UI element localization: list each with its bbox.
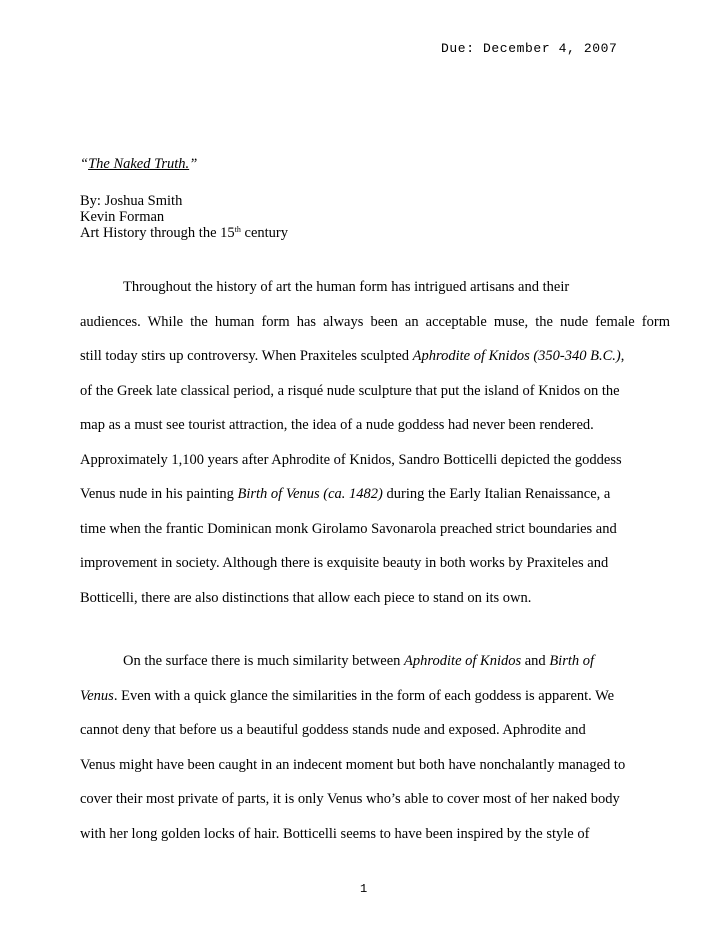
p1-line-9: improvement in society. Although there is exquisite beauty in both works by Praxiteles and xyxy=(80,555,609,571)
p1-line-7-text: Venus nude in his painting xyxy=(80,486,238,502)
p2-line-1 xyxy=(80,644,670,679)
paragraph-1 xyxy=(80,270,670,615)
artwork-title-birth-of: Birth of xyxy=(549,653,595,669)
author-line: By: Joshua Smith xyxy=(80,193,183,209)
p1-line-2: audiences. While the human form has always been an acceptable muse, the nude female form xyxy=(80,313,670,330)
p1-line-1: Throughout the history of art the human form has intrigued artisans and their xyxy=(123,279,570,295)
p2-line-5: cover their most private of parts, it is only Venus who’s able to cover most of her naked body xyxy=(80,791,620,807)
paragraph-2 xyxy=(80,644,670,851)
p1-line-7 xyxy=(80,477,670,512)
byline xyxy=(80,193,288,241)
p1-line-4: of the Greek late classical period, a risqué nude sculpture that put the island of Knidos on the xyxy=(80,382,620,399)
title-text: The Naked Truth. xyxy=(88,156,190,172)
p2-line-3: cannot deny that before us a beautiful goddess stands nude and exposed. Aphrodite and xyxy=(80,722,586,738)
p1-line-3-text: still today stirs up controversy. When Praxiteles sculpted xyxy=(80,348,413,364)
essay-title xyxy=(80,156,197,173)
due-date: Due: December 4, 2007 xyxy=(441,41,618,56)
p1-line-5: map as a must see tourist attraction, the idea of a nude goddess had never been rendered. xyxy=(80,417,594,433)
page-number: 1 xyxy=(360,882,368,896)
p1-line-7-end: during the Early Italian Renaissance, a xyxy=(382,486,611,502)
p2-line-1-and: and xyxy=(521,653,550,669)
course-line xyxy=(80,225,288,241)
p1-line-3-end: , xyxy=(620,348,625,364)
p2-line-2-text: . Even with a quick glance the similarities in the form of each goddess is apparent. We xyxy=(113,687,615,704)
course-suffix: century xyxy=(240,225,288,241)
p1-line-3 xyxy=(80,339,670,374)
artwork-title-venus: Venus xyxy=(80,687,114,704)
artwork-title-venus: Birth of Venus (ca. 1482) xyxy=(237,486,383,502)
title-close-quote: ” xyxy=(189,156,198,172)
instructor-line: Kevin Forman xyxy=(80,209,165,225)
title-open-quote: “ xyxy=(80,156,89,172)
p2-line-6: with her long golden locks of hair. Botticelli seems to have been inspired by the style of xyxy=(80,825,590,842)
course-superscript: th xyxy=(234,225,241,234)
p2-line-2 xyxy=(80,679,670,714)
p2-line-1-text: On the surface there is much similarity between xyxy=(123,653,405,669)
p1-line-10: Botticelli, there are also distinctions that allow each piece to stand on its own. xyxy=(80,589,532,606)
p1-line-8: time when the frantic Dominican monk Girolamo Savonarola preached strict boundaries and xyxy=(80,520,617,537)
artwork-title-aphrodite: Aphrodite of Knidos (350-340 B.C.) xyxy=(412,348,621,364)
p1-line-6: Approximately 1,100 years after Aphrodite of Knidos, Sandro Botticelli depicted the goddess xyxy=(80,451,622,468)
course-prefix: Art History through the 15 xyxy=(80,225,235,241)
artwork-title-aphrodite: Aphrodite of Knidos xyxy=(404,653,522,669)
p2-line-4: Venus might have been caught in an indecent moment but both have nonchalantly managed to xyxy=(80,756,626,773)
